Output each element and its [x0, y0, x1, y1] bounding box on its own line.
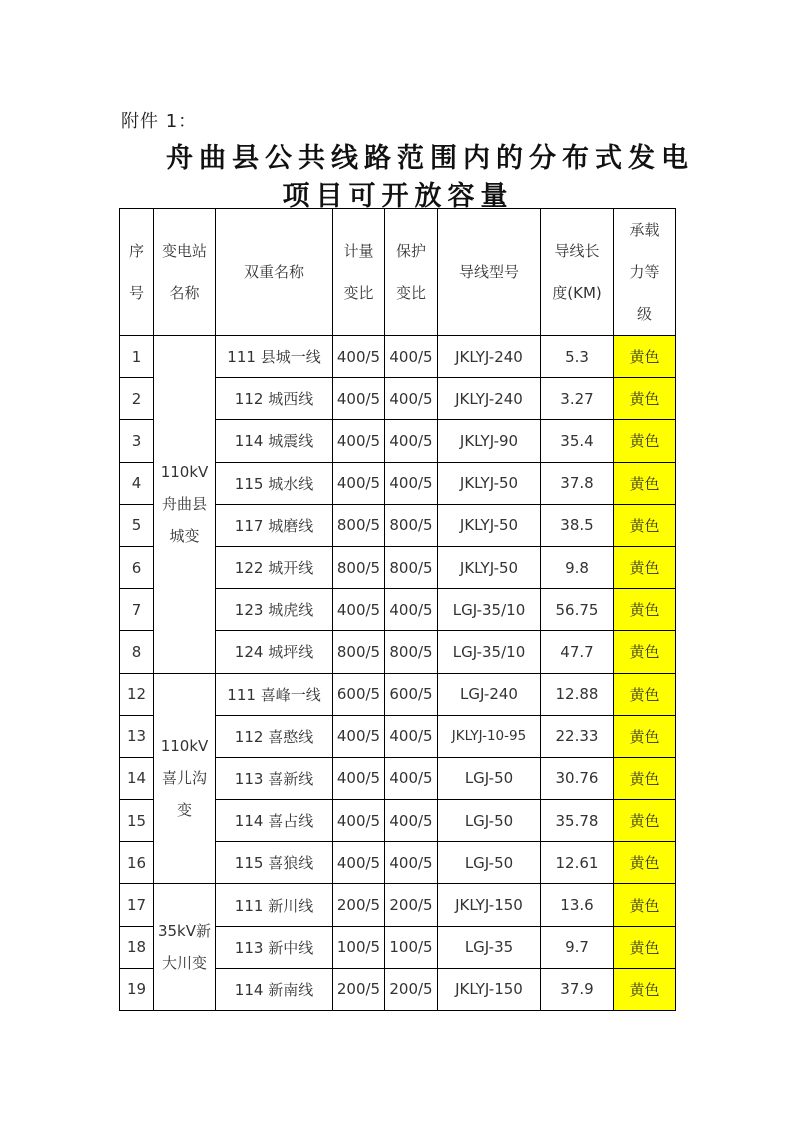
- cell-meter: 100/5: [333, 926, 385, 968]
- cell-protect: 400/5: [385, 757, 438, 799]
- station-line: 110kV: [160, 737, 209, 756]
- cell-meter: 400/5: [333, 589, 385, 631]
- table-row: [120, 673, 676, 715]
- cell-line-name: 111 喜峰一线: [216, 673, 333, 715]
- header-length-line1: 导线长: [554, 242, 600, 260]
- cell-line-name: 112 城西线: [216, 378, 333, 420]
- cell-length: 3.27: [541, 378, 614, 420]
- header-meter-ratio: [333, 209, 385, 336]
- cell-line-name: 115 城水线: [216, 462, 333, 504]
- cell-seq: 18: [120, 926, 154, 968]
- cell-seq: 19: [120, 968, 154, 1010]
- cell-length: 13.6: [541, 884, 614, 926]
- cell-line-name: 115 喜狼线: [216, 842, 333, 884]
- cell-seq: 4: [120, 462, 154, 504]
- cell-level: 黄色: [614, 757, 676, 799]
- station-cell: [154, 884, 216, 1011]
- cell-protect: 400/5: [385, 800, 438, 842]
- station-cell: [154, 673, 216, 884]
- cell-length: 56.75: [541, 589, 614, 631]
- header-seq-line1: 序: [128, 242, 144, 260]
- station-cell: [154, 336, 216, 674]
- cell-meter: 400/5: [333, 336, 385, 378]
- cell-meter: 800/5: [333, 504, 385, 546]
- cell-protect: 800/5: [385, 631, 438, 673]
- cell-line-name: 113 新中线: [216, 926, 333, 968]
- cell-conductor: JKLYJ-50: [438, 546, 541, 588]
- cell-line-name: 114 城震线: [216, 420, 333, 462]
- cell-meter: 200/5: [333, 884, 385, 926]
- capacity-table: [119, 208, 676, 1011]
- header-station-line2: 名称: [169, 284, 200, 302]
- header-seq: [120, 209, 154, 336]
- cell-conductor: LGJ-50: [438, 800, 541, 842]
- cell-conductor: LGJ-50: [438, 842, 541, 884]
- cell-line-name: 124 城坪线: [216, 631, 333, 673]
- cell-protect: 800/5: [385, 504, 438, 546]
- cell-seq: 6: [120, 546, 154, 588]
- header-level: [614, 209, 676, 336]
- station-line: 35kV新: [157, 922, 212, 941]
- cell-length: 35.78: [541, 800, 614, 842]
- document-title-line2: 项目可开放容量: [282, 181, 514, 212]
- cell-protect: 400/5: [385, 420, 438, 462]
- document-title-line1: 舟曲县公共线路范围内的分布式发电: [166, 143, 694, 174]
- header-seq-line2: 号: [128, 284, 144, 302]
- header-protect-ratio: [385, 209, 438, 336]
- header-level-line1: 承载: [629, 221, 660, 239]
- cell-meter: 400/5: [333, 842, 385, 884]
- cell-meter: 400/5: [333, 420, 385, 462]
- cell-seq: 14: [120, 757, 154, 799]
- cell-conductor: JKLYJ-240: [438, 336, 541, 378]
- header-level-line3: 级: [636, 305, 652, 323]
- cell-seq: 15: [120, 800, 154, 842]
- station-line: 大川变: [161, 954, 207, 973]
- cell-protect: 600/5: [385, 673, 438, 715]
- cell-protect: 400/5: [385, 378, 438, 420]
- cell-conductor: JKLYJ-50: [438, 504, 541, 546]
- cell-conductor: LGJ-240: [438, 673, 541, 715]
- cell-conductor: JKLYJ-150: [438, 884, 541, 926]
- cell-line-name: 114 新南线: [216, 968, 333, 1010]
- cell-length: 37.9: [541, 968, 614, 1010]
- cell-level: 黄色: [614, 631, 676, 673]
- cell-level: 黄色: [614, 884, 676, 926]
- cell-meter: 200/5: [333, 968, 385, 1010]
- header-length-line2: 度(KM): [552, 284, 602, 302]
- station-line: 舟曲县: [161, 495, 207, 514]
- cell-level: 黄色: [614, 800, 676, 842]
- cell-meter: 400/5: [333, 462, 385, 504]
- header-level-line2: 力等: [629, 263, 660, 281]
- station-line: 城变: [169, 527, 200, 546]
- cell-protect: 400/5: [385, 462, 438, 504]
- cell-protect: 400/5: [385, 589, 438, 631]
- cell-seq: 1: [120, 336, 154, 378]
- cell-level: 黄色: [614, 336, 676, 378]
- cell-seq: 2: [120, 378, 154, 420]
- attachment-label: 附件 1：: [121, 111, 198, 132]
- table-row: [120, 884, 676, 926]
- cell-line-name: 111 县城一线: [216, 336, 333, 378]
- header-station-line1: 变电站: [161, 242, 207, 260]
- header-meter-line2: 变比: [343, 284, 374, 302]
- cell-level: 黄色: [614, 504, 676, 546]
- cell-level: 黄色: [614, 715, 676, 757]
- cell-protect: 800/5: [385, 546, 438, 588]
- header-length: [541, 209, 614, 336]
- cell-meter: 800/5: [333, 546, 385, 588]
- cell-conductor: JKLYJ-10-95: [438, 715, 541, 757]
- cell-meter: 600/5: [333, 673, 385, 715]
- header-conductor: 导线型号: [438, 209, 541, 336]
- cell-length: 9.8: [541, 546, 614, 588]
- cell-line-name: 112 喜憨线: [216, 715, 333, 757]
- header-line-name: 双重名称: [216, 209, 333, 336]
- station-line: 110kV: [160, 463, 209, 482]
- cell-conductor: JKLYJ-150: [438, 968, 541, 1010]
- cell-meter: 400/5: [333, 378, 385, 420]
- cell-level: 黄色: [614, 546, 676, 588]
- table-row: [120, 336, 676, 378]
- cell-conductor: LGJ-50: [438, 757, 541, 799]
- cell-length: 30.76: [541, 757, 614, 799]
- cell-length: 38.5: [541, 504, 614, 546]
- cell-level: 黄色: [614, 462, 676, 504]
- cell-length: 37.8: [541, 462, 614, 504]
- cell-seq: 16: [120, 842, 154, 884]
- cell-line-name: 122 城开线: [216, 546, 333, 588]
- cell-seq: 8: [120, 631, 154, 673]
- cell-level: 黄色: [614, 673, 676, 715]
- cell-length: 47.7: [541, 631, 614, 673]
- cell-seq: 17: [120, 884, 154, 926]
- cell-length: 5.3: [541, 336, 614, 378]
- cell-line-name: 117 城磨线: [216, 504, 333, 546]
- cell-line-name: 111 新川线: [216, 884, 333, 926]
- cell-conductor: LGJ-35/10: [438, 589, 541, 631]
- cell-level: 黄色: [614, 420, 676, 462]
- cell-protect: 400/5: [385, 336, 438, 378]
- cell-protect: 100/5: [385, 926, 438, 968]
- cell-level: 黄色: [614, 842, 676, 884]
- cell-conductor: JKLYJ-240: [438, 378, 541, 420]
- cell-level: 黄色: [614, 968, 676, 1010]
- cell-line-name: 114 喜占线: [216, 800, 333, 842]
- cell-length: 22.33: [541, 715, 614, 757]
- header-protect-line1: 保护: [395, 242, 426, 260]
- header-station: [154, 209, 216, 336]
- cell-seq: 7: [120, 589, 154, 631]
- cell-line-name: 113 喜新线: [216, 757, 333, 799]
- cell-length: 12.88: [541, 673, 614, 715]
- cell-meter: 400/5: [333, 800, 385, 842]
- header-row: [120, 209, 676, 336]
- cell-seq: 12: [120, 673, 154, 715]
- station-line: 喜儿沟: [161, 769, 207, 788]
- cell-seq: 3: [120, 420, 154, 462]
- cell-length: 9.7: [541, 926, 614, 968]
- cell-protect: 200/5: [385, 968, 438, 1010]
- cell-seq: 5: [120, 504, 154, 546]
- cell-level: 黄色: [614, 926, 676, 968]
- cell-line-name: 123 城虎线: [216, 589, 333, 631]
- cell-length: 35.4: [541, 420, 614, 462]
- cell-seq: 13: [120, 715, 154, 757]
- header-meter-line1: 计量: [343, 242, 374, 260]
- cell-protect: 400/5: [385, 715, 438, 757]
- cell-meter: 400/5: [333, 715, 385, 757]
- header-protect-line2: 变比: [395, 284, 426, 302]
- cell-meter: 800/5: [333, 631, 385, 673]
- cell-protect: 200/5: [385, 884, 438, 926]
- cell-conductor: JKLYJ-50: [438, 462, 541, 504]
- cell-protect: 400/5: [385, 842, 438, 884]
- cell-length: 12.61: [541, 842, 614, 884]
- cell-conductor: LGJ-35/10: [438, 631, 541, 673]
- cell-conductor: JKLYJ-90: [438, 420, 541, 462]
- station-line: 变: [176, 801, 192, 820]
- cell-meter: 400/5: [333, 757, 385, 799]
- cell-level: 黄色: [614, 589, 676, 631]
- cell-level: 黄色: [614, 378, 676, 420]
- cell-conductor: LGJ-35: [438, 926, 541, 968]
